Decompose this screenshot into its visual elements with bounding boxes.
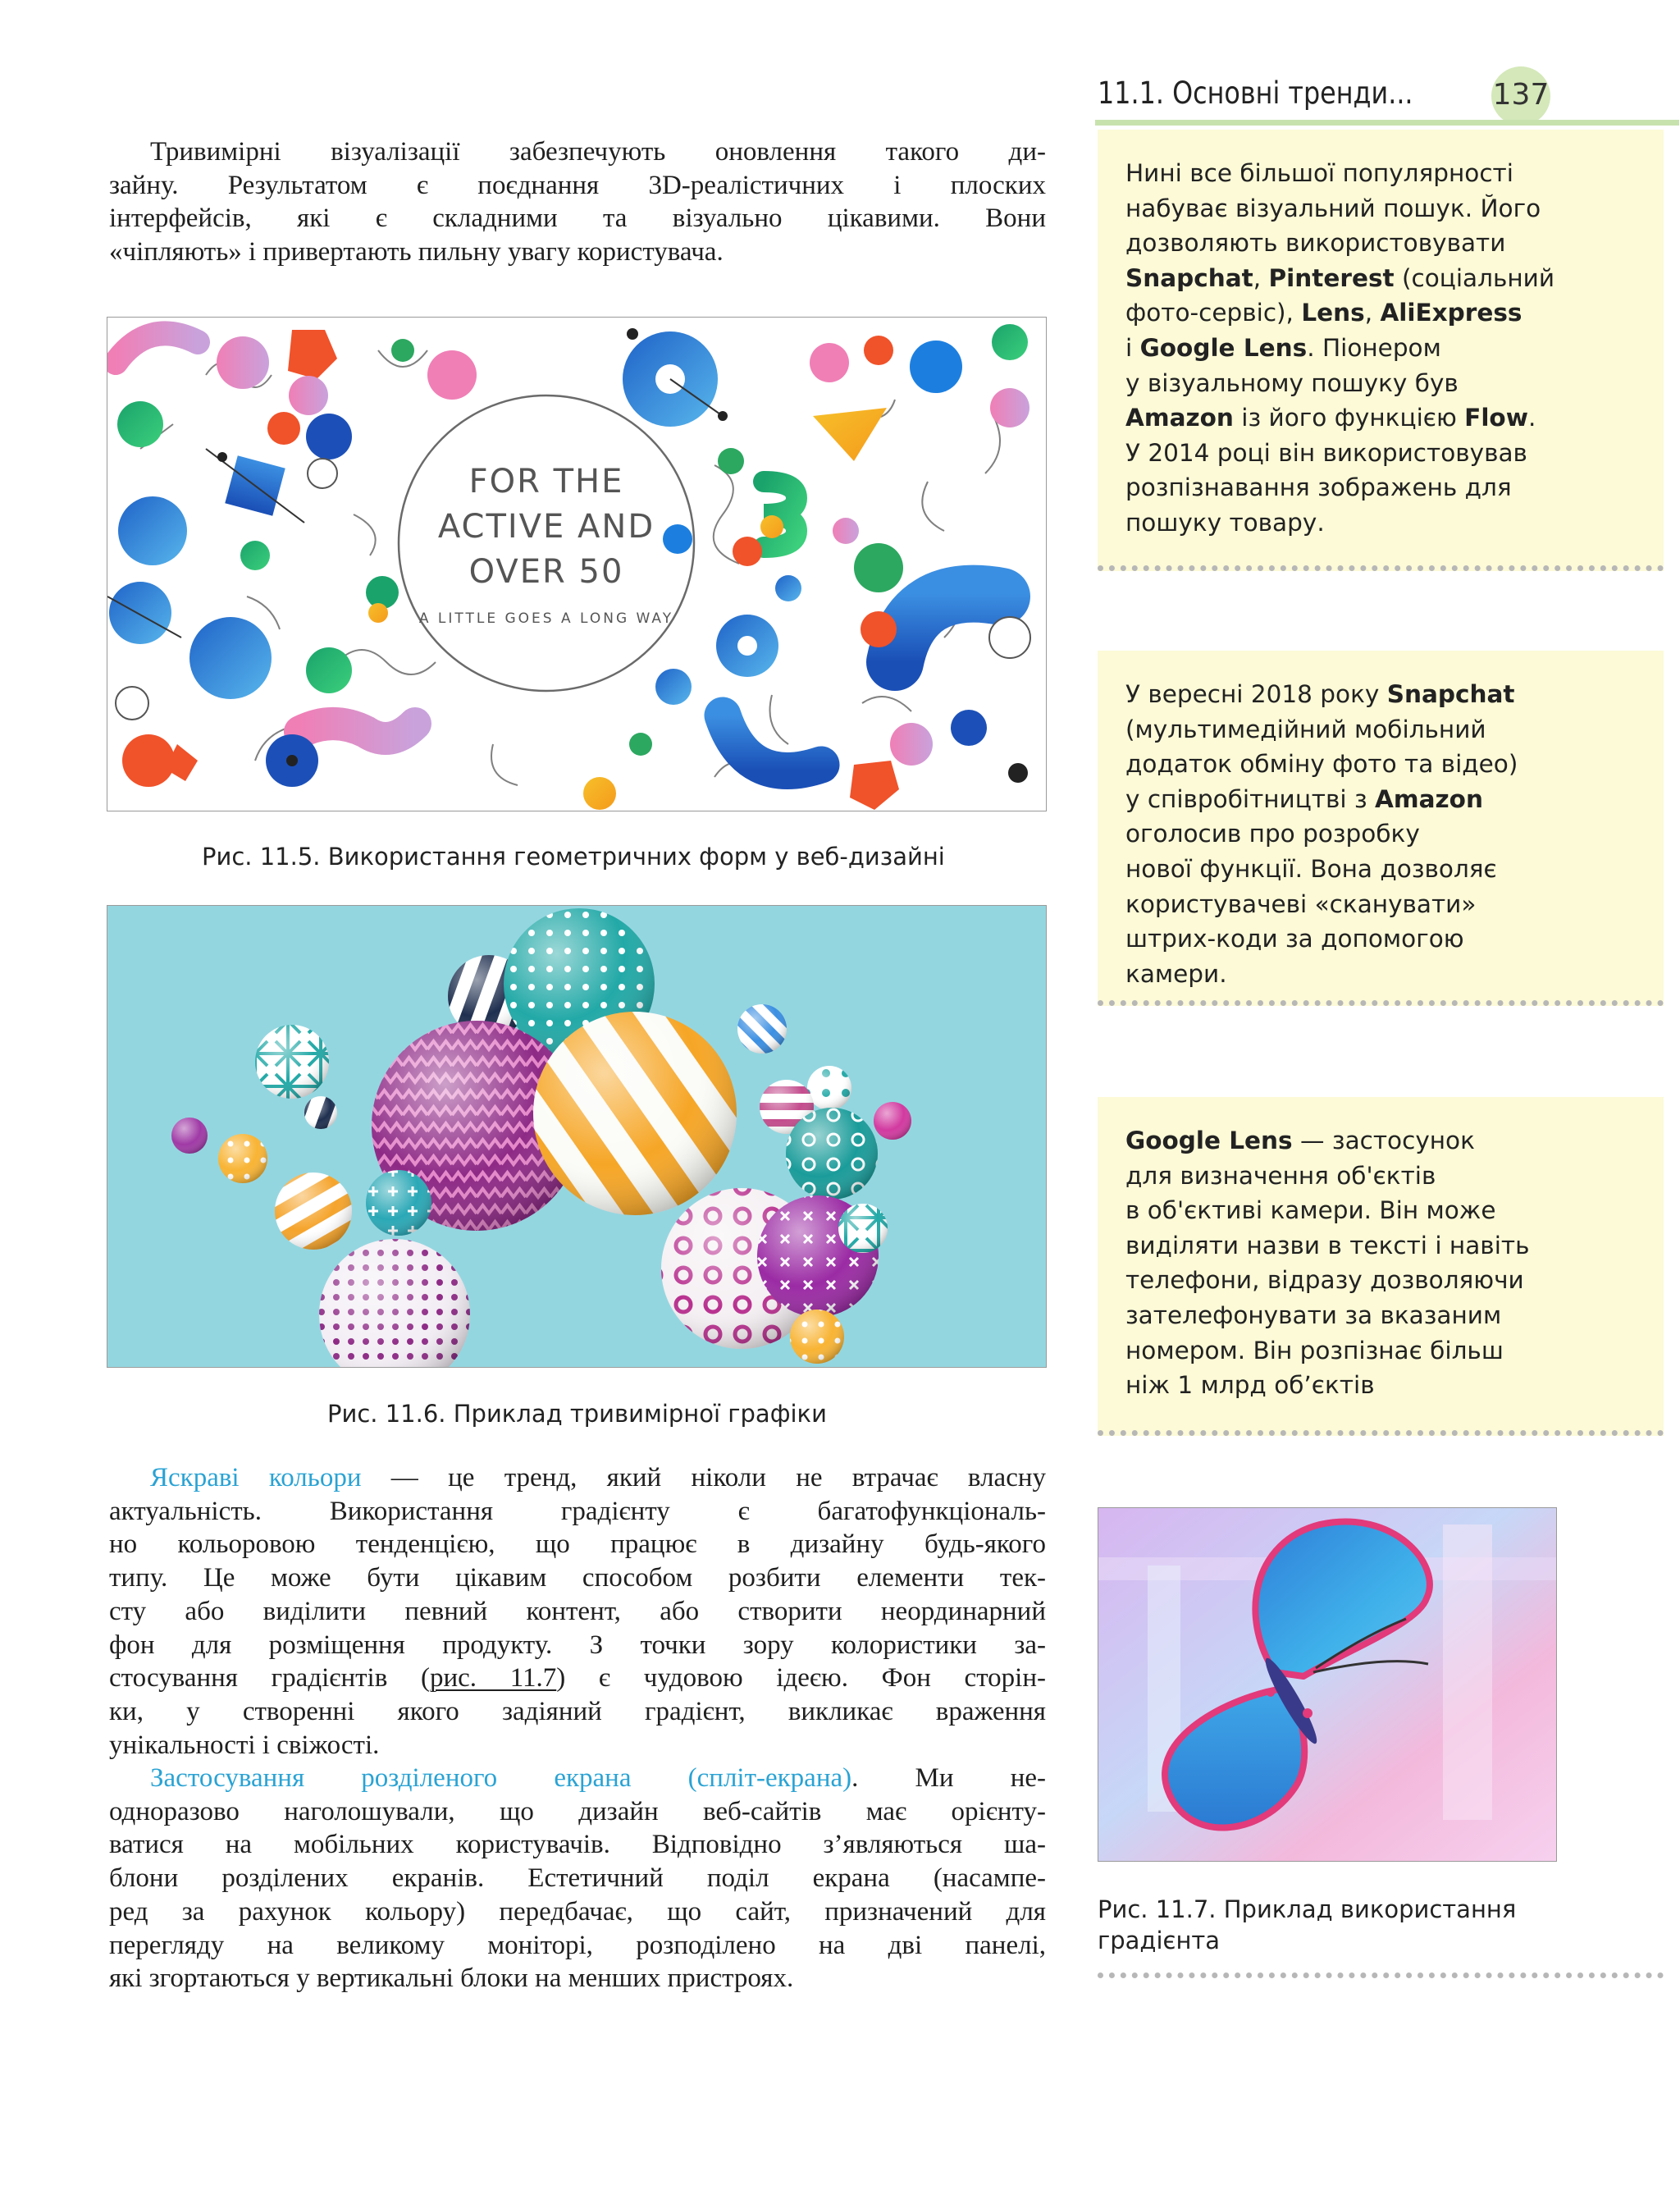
text-line: Застосування розділеного екрана (спліт-екрана). Ми не-	[150, 1763, 1046, 1793]
text-line: Тривимірні візуалізації забезпечують оновлення такого ди-	[150, 137, 1046, 167]
poster-line-1: FOR THE	[468, 463, 624, 501]
figure-11-6-image	[107, 905, 1047, 1368]
text-line: ки, у створенні якого задіяний градієнт, викликає враження	[109, 1696, 1046, 1726]
text-line: сту або виділити певний контент, або створити неординарний	[109, 1596, 1046, 1626]
poster-line-2: ACTIVE AND	[437, 508, 655, 546]
text-line: перегляду на великому моніторі, розподілено на дві панелі,	[109, 1930, 1046, 1960]
text-line: «чіпляють» і привертають пильну увагу користувача.	[109, 237, 724, 267]
text-line: типу. Це може бути цікавим способом розбити елементи тек-	[109, 1563, 1046, 1593]
split-screen-term: Застосування розділеного екрана (спліт-екрана)	[150, 1763, 852, 1793]
text-line: унікальності і свіжості.	[109, 1730, 380, 1760]
side-box-visual-search: Нині все більшої популярності набуває візуальний пошук. Його дозволяють використовувати Snapchat, Pinterest (соціальний фото-сервіс), Lens, AliExpress і Google Lens. Піонером у візуальному пошуку був Amazon із його функцією Flow. У 2014 році він використовував розпізнавання зображень для пошуку товару.	[1098, 130, 1664, 571]
text-line: Яскраві кольори — це тренд, який ніколи не втрачає власну	[150, 1463, 1046, 1492]
figure-11-5-caption: Рис. 11.5. Використання геометричних форм у веб-дизайні	[202, 843, 945, 871]
split-screen-paragraph	[109, 1762, 1046, 1995]
poster-tagline: A LITTLE GOES A LONG WAY	[418, 610, 674, 627]
bright-colors-paragraph	[109, 1461, 1046, 1762]
gradient-butterfly-illustration	[1098, 1508, 1557, 1862]
text-line: інтерфейсів, які є складними та візуально цікавими. Вони	[109, 203, 1046, 234]
geometric-shapes-illustration	[107, 318, 1047, 811]
section-title: 11.1. Основні тренди...	[1098, 75, 1413, 111]
figure-11-7-reference[interactable]: рис. 11.7	[429, 1663, 557, 1694]
text-line: ред за рахунок кольору) передбачає, що сайт, призначений для	[109, 1896, 1046, 1927]
figure-11-6-caption: Рис. 11.6. Приклад тривимірної графіки	[327, 1400, 827, 1428]
side-box-snapchat-amazon: У вересні 2018 року Snapchat (мультимедійний мобільний додаток обміну фото та відео) у співробітництві з Amazon оголосив про розробку нової функції. Вона дозволяє користувачеві «сканувати» штрих-коди за допомогою камери.	[1098, 651, 1664, 1006]
caption-divider	[1098, 1972, 1664, 1978]
text-line: блони розділених екранів. Естетичний поділ екрана (насампе-	[109, 1863, 1046, 1894]
text-line: но кольоровою тенденцією, що працює в дизайну будь-якого	[109, 1529, 1046, 1560]
figure-11-7-image	[1098, 1507, 1557, 1862]
text-line: одноразово наголошували, що дизайн веб-сайтів має орієнту-	[109, 1796, 1046, 1826]
page-number: 137	[1492, 78, 1550, 112]
text-line: які згортаються у вертикальні блоки на менших пристроях.	[109, 1963, 794, 1994]
figure-11-5-image	[107, 317, 1047, 811]
intro-paragraph	[109, 135, 1046, 269]
text-line: ватися на мобільних користувачів. Відповідно з’являються ша-	[109, 1830, 1046, 1860]
poster-line-3: OVER 50	[468, 553, 624, 591]
bright-colors-term: Яскраві кольори	[150, 1463, 362, 1492]
header-rule	[1095, 120, 1679, 126]
figure-11-7-caption: Рис. 11.7. Приклад використання градієнта	[1098, 1895, 1517, 1954]
3d-spheres-illustration	[107, 906, 1047, 1368]
side-box-google-lens: Google Lens — застосунок для визначення об'єктів в об'єктиві камери. Він може виділяти назви в тексті і навіть телефони, відразу дозволяючи зателефонувати за вказаним номером. Він розпізнає більш ніж 1 млрд об’єктів	[1098, 1097, 1664, 1436]
text-line: актуальність. Використання градієнту є багатофункціональ-	[109, 1496, 1046, 1526]
text-line: зайну. Результатом є поєднання 3D-реалістичних і плоских	[109, 170, 1046, 200]
text-line: стосування градієнтів (рис. 11.7) є чудовою ідеєю. Фон сторін-	[109, 1663, 1047, 1694]
text-line: фон для розміщення продукту. З точки зору колористики за-	[109, 1630, 1046, 1660]
